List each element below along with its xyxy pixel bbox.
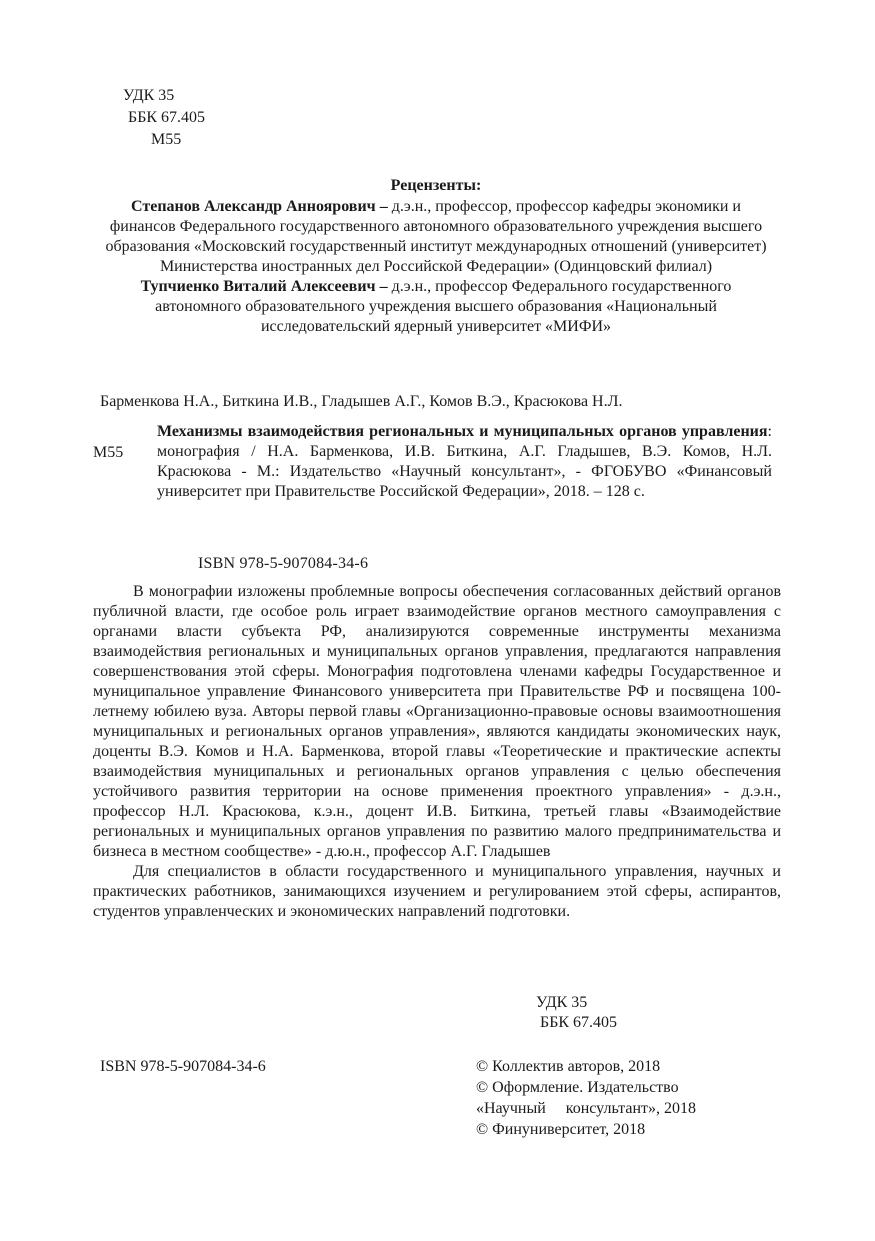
isbn-bottom: ISBN 978-5-907084-34-6: [100, 1058, 266, 1075]
book-title: Механизмы взаимодействия региональных и муниципальных органов управления: [157, 423, 768, 440]
copyright-publisher: «Научный консультант», 2018: [476, 1100, 696, 1117]
udk-top-block: [123, 86, 205, 152]
catalog-code: М55: [93, 444, 124, 461]
reviewers-heading: Рецензенты:: [390, 177, 482, 194]
author-mark: М55: [151, 131, 182, 148]
annotation-paragraph-1: В монографии изложены проблемные вопросы обеспечения согласованных действий органов публичной власти, где особое роль играет взаимодействие органов местного самоуправления с органами власти субъекта РФ, анализируются современные инструменты механизма взаимодействия региональных и муниципальных органов управления, предлагаются направления совершенствования этой сферы. Монография подготовлена членами кафедры Государственное и муниципальное управление Финансового университета при Правительстве РФ и посвящена 100-летнему юбилею вуза. Авторы первой главы «Организационно-правовые основы взаимоотношения муниципальных и региональных органов управления», являются кандидаты экономических наук, доценты В.Э. Комов и Н.А. Барменкова, второй главы «Теоретические и практические аспекты взаимодействия муниципальных и региональных органов управления с целью обеспечения устойчивого развития территории на основе применения проектного управления» - д.э.н., профессор Н.Л. Красюкова, к.э.н., доцент И.В. Биткина, третьей главы «Взаимодействие региональных и муниципальных органов управления по развитию малого предпринимательства и бизнеса в местном сообществе» - д.ю.н., профессор А.Г. Гладышев: [93, 583, 781, 860]
annotation: [93, 582, 781, 922]
copyright-design: © Оформление. Издательство: [476, 1079, 679, 1096]
book-description: : монография / Н.А. Барменкова, И.В. Биткина, А.Г. Гладышев, В.Э. Комов, Н.Л. Красюкова - М.: Издательство «Научный консультант», - ФГОБУВО «Финансовый университет при Правительстве Российской Федерации», 2018. – 128 с.: [157, 423, 772, 500]
udk-code-bottom: УДК 35: [536, 994, 588, 1011]
udk-bottom-block: [536, 993, 617, 1033]
copyright-block: [476, 1057, 736, 1141]
bbk-code: ББК 67.405: [128, 109, 206, 126]
reviewer-2: [100, 277, 772, 337]
copyright-authors: © Коллектив авторов, 2018: [476, 1058, 661, 1075]
bibliographic-record: [157, 422, 772, 502]
reviewer-2-credentials: д.э.н., профессор Федерального государственного автономного образовательного учреждения высшего образования «Национальный исследовательский ядерный университет «МИФИ»: [155, 278, 732, 335]
udk-code: УДК 35: [123, 87, 175, 104]
copyright-university: © Финуниверситет, 2018: [476, 1121, 646, 1138]
authors-line: Барменкова Н.А., Биткина И.В., Гладышев А.Г., Комов В.Э., Красюкова Н.Л.: [100, 393, 623, 410]
annotation-paragraph-2: Для специалистов в области государственного и муниципального управления, научных и практических работников, занимающихся изучением и регулированием этой сферы, аспирантов, студентов управленческих и экономических направлений подготовки.: [93, 863, 781, 920]
reviewers-block: [100, 176, 772, 337]
reviewer-1-name: Степанов Александр Анноярович –: [131, 198, 388, 215]
reviewer-2-name: Тупчиенко Виталий Алексеевич –: [140, 278, 388, 295]
reviewer-1: [100, 197, 772, 277]
bbk-code-bottom: ББК 67.405: [540, 1014, 618, 1031]
reviewer-1-credentials: д.э.н., профессор, профессор кафедры экономики и финансов Федерального государственного автономного образовательного учреждения высшего образования «Московский государственный институт международных отношений (университет) Министерства иностранных дел Российской Федерации» (Одинцовский филиал): [105, 198, 767, 275]
isbn-main: ISBN 978-5-907084-34-6: [198, 555, 369, 572]
